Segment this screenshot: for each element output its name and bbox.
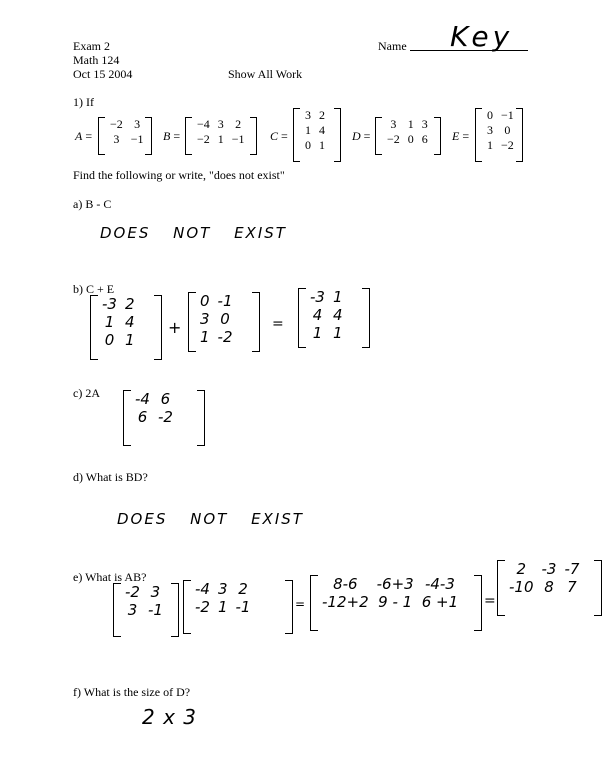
matrix-b: −4 3 2 −2 1 −1 [185, 117, 257, 155]
part-f-label: f) What is the size of D? [73, 685, 191, 699]
part-b-result-matrix: -3 1 4 4 1 1 [298, 288, 370, 348]
matrix-e: 0 −1 3 0 1 −2 [475, 108, 523, 162]
matrix-a: −2 3 3 −1 [98, 117, 152, 155]
matrix-e-label: E = [452, 129, 470, 143]
part-b-matrix-2: 0 -1 3 0 1 -2 [188, 292, 260, 352]
name-label: Name [378, 39, 407, 53]
part-c-label: c) 2A [73, 386, 100, 400]
part-c-result-matrix: -4 6 6 -2 [123, 390, 205, 446]
part-a-answer: DOES NOT EXIST [100, 224, 287, 242]
matrix-d-label: D = [352, 129, 371, 143]
exam-title: Exam 2 [73, 39, 110, 53]
question-number: 1) If [73, 95, 94, 109]
equals-sign: = [484, 593, 498, 609]
part-b-matrix-1: -3 2 1 4 0 1 [90, 295, 162, 360]
part-a-label: a) B - C [73, 197, 112, 211]
name-value: Key [450, 20, 514, 53]
matrix-d: 3 1 3 −2 0 6 [375, 117, 441, 155]
matrix-b-label: B = [163, 129, 181, 143]
course-name: Math 124 [73, 53, 120, 67]
part-b-label: b) C + E [73, 282, 115, 296]
part-d-answer: DOES NOT EXIST [117, 510, 304, 528]
exam-date: Oct 15 2004 [73, 67, 133, 81]
plus-sign: + [168, 318, 184, 337]
part-e-matrix-a: -2 3 3 -1 [113, 583, 179, 637]
part-e-matrix-b: -4 3 2 -2 1 -1 [183, 580, 293, 634]
part-e-label: e) What is AB? [73, 570, 147, 584]
part-f-answer: 2 x 3 [142, 705, 197, 729]
matrix-a-label: A = [75, 129, 93, 143]
matrix-c: 3 2 1 4 0 1 [293, 108, 341, 162]
equals-sign: = [272, 316, 286, 332]
part-e-result-matrix: 2 -3 -7 -10 8 7 [497, 560, 602, 616]
question-instruction: Find the following or write, "does not exist" [73, 168, 285, 182]
part-d-label: d) What is BD? [73, 470, 148, 484]
part-e-work-matrix: 8-6 -6+3 -4-3 -12+2 9 - 1 6 +1 [310, 575, 482, 631]
matrix-c-label: C = [270, 129, 288, 143]
instruction-text: Show All Work [228, 67, 303, 81]
equals-sign: = [295, 597, 308, 611]
